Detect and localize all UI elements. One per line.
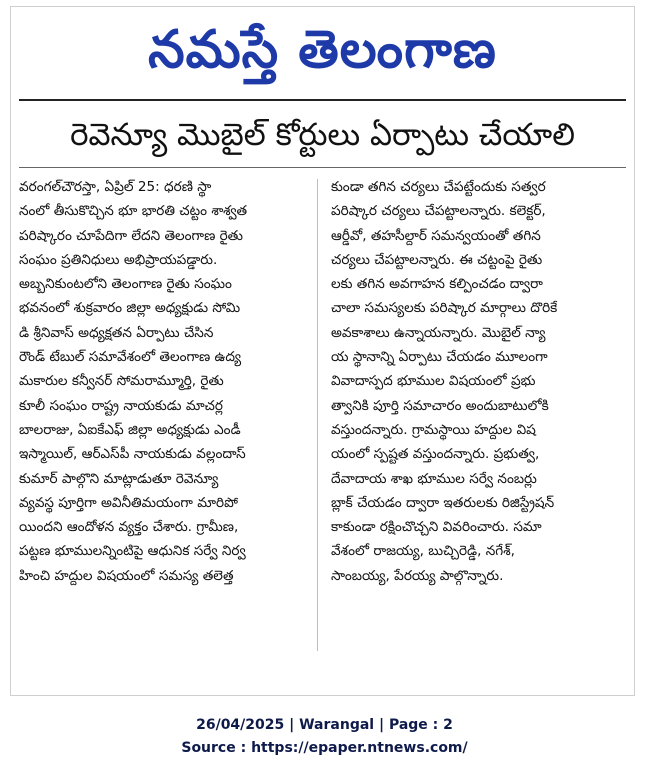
article-text-line: చాలా సమస్యలకు పరిష్కార మార్గాలు దొరికే [331,300,558,317]
article-text-line: సాంబయ్య, పేరయ్య పాల్గొన్నారు. [331,567,504,584]
newspaper-clipping [10,6,635,696]
article-text-line: రౌండ్ టేబుల్ సమావేశంలో తెలంగాణ ఉద్య [19,349,242,366]
article-text-line: పరిష్కారం చూపేదిగా లేదని తెలంగాణ రైతు [19,227,243,244]
article-text-line: కాకుండా రక్షించొచ్చని వివరించారు. సమా [331,519,542,536]
article-text-line: బాలరాజు, ఏఐకేఎఫ్ జిల్లా అధ్యక్షుడు ఎండీ [19,421,241,438]
article-right-column [331,175,619,588]
article-text-line: అవకాశాలు ఉన్నాయన్నారు. మొబైల్ న్యా [331,324,546,341]
article-text-line: భవనంలో శుక్రవారం జిల్లా అధ్యక్షుడు సోమి [19,300,241,317]
article-text-line: ఆర్డీవో, తహసీల్దార్ సమన్వయంతో తగిన [331,227,541,244]
article-text-line: వరంగల్‌చౌరస్తా, ఏప్రిల్ 25: ధరణి స్థా [19,179,212,195]
footer-source-line: Source : https://epaper.ntnews.com/ [181,740,468,756]
article-text-line: త్వానికి పూర్తి సమాచారం అందుబాటులోకి [331,397,549,414]
article-text-line: డి శ్రీనివాస్ అధ్యక్షతన ఏర్పాటు చేసిన [19,324,214,341]
article-text-line: య స్థానాన్ని ఏర్పాటు చేయడం మూలంగా [331,349,548,366]
article-text-line: దేవాదాయ శాఖ భూముల సర్వే నంబర్లు [331,470,537,487]
article-text-line: వస్తుందన్నారు. గ్రామస్థాయి హద్దుల విష [331,421,536,438]
article-text-line: చర్యలు చేపట్టాలన్నారు. ఈ చట్టంపై రైతు [331,251,543,268]
headline-divider [19,167,626,168]
article-text-line: వివాదాస్పద భూముల విషయంలో ప్రభు [331,373,536,390]
column-divider [317,179,318,651]
article-text-line: బ్లాక్ చేయడం ద్వారా ఇతరులకు రిజిస్ట్రేషన్ [331,494,555,511]
masthead-logo: నమస్తే తెలంగాణ [148,19,497,80]
article-text-line: హించి హద్దుల విషయంలో సమస్య తలెత్త [19,567,234,584]
article-text-line: యంలో స్పష్టత వస్తుందన్నారు. ప్రభుత్వ, [331,446,540,463]
article-text-line: సంఘం ప్రతినిధులు అభిప్రాయపడ్డారు. [19,251,218,268]
masthead-divider [19,99,626,101]
article-text-line: కూలీ సంఘం రాష్ట్ర నాయకుడు మాచర్ల [19,397,223,414]
footer-date-line: 26/04/2025 | Warangal | Page : 2 [196,717,453,733]
article-text-line: కుమార్ పాల్గొని మాట్లాడుతూ రెవెన్యూ [19,470,219,487]
article-text-line: లకు తగిన అవగాహన కల్పించడం ద్వారా [331,276,543,293]
article-headline: రెవెన్యూ మొబైల్ కోర్టులు ఏర్పాటు చేయాలి [70,117,575,153]
article-text-line: పట్టణ భూములన్నింటిపై ఆధునిక సర్వే నిర్వ [19,543,246,560]
article-text-line: యిందని ఆందోళన వ్యక్తం చేశారు. గ్రామీణ, [19,519,239,536]
article-text-line: నంలో తీసుకొచ్చిన భూ భారతి చట్టం శాశ్వత [19,203,248,220]
article-text-line: వేశంలో రాజయ్య, బుచ్చిరెడ్డి, నగేశ్, [331,543,516,560]
article-text-line: పరిష్కార చర్యలు చేపట్టాలన్నారు. కలెక్టర్, [331,203,546,220]
article-text-line: కుండా తగిన చర్యలు చేపట్టేందుకు సత్వర [331,179,546,195]
article-text-line: మకారుల కన్వీనర్ సోమరామ్మూర్తి, రైతు [19,373,224,390]
article-text-line: ఇస్మాయిల్, ఆర్ఎస్‌పీ నాయకుడు వల్లందాస్ [19,446,246,463]
article-text-line: వ్యవస్థ పూర్తిగా అవినీతిమయంగా మారిపో [19,494,238,511]
article-text-line: అబ్బనికుంటలోని తెలంగాణ రైతు సంఘం [19,276,232,293]
article-left-column [19,175,307,588]
